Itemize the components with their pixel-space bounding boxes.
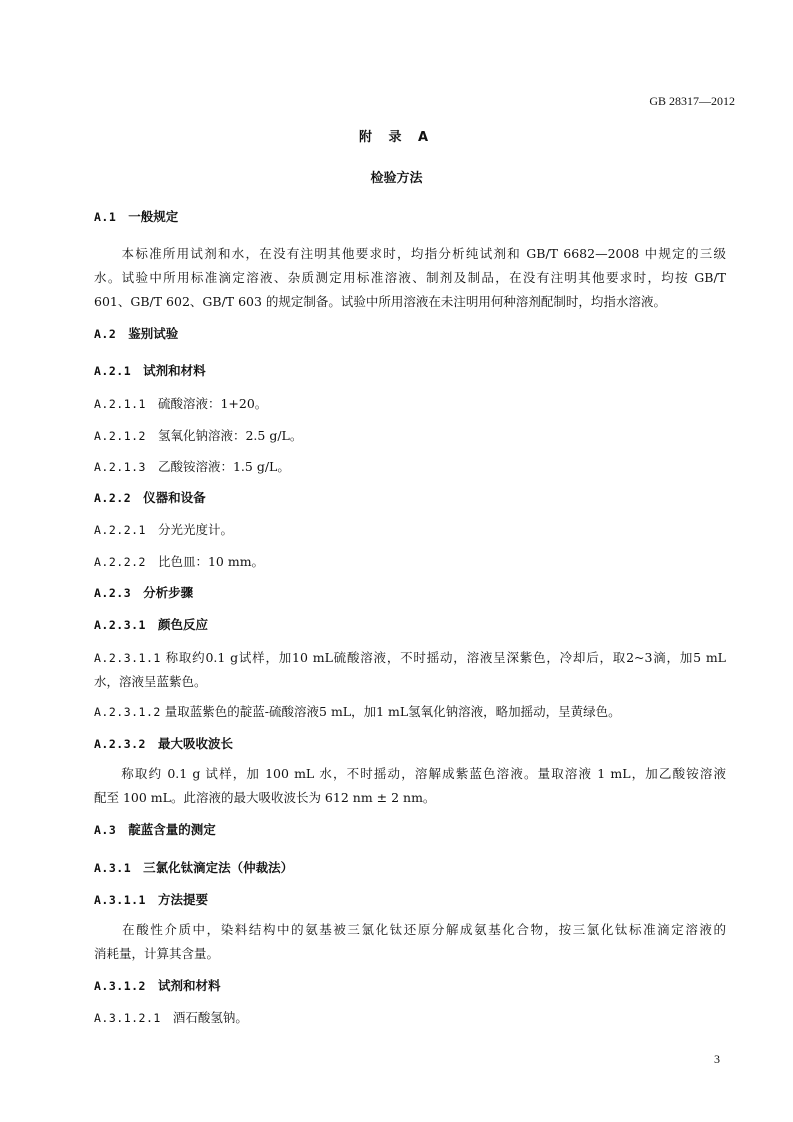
section-title: 仪器和设备 [143, 490, 206, 505]
paragraph-line: 水，溶液呈蓝紫色。 [94, 674, 207, 689]
section-heading-a3-1 [94, 856, 726, 880]
appendix-title: 附 录 A [358, 130, 435, 145]
clause-number: A.3.1.2.1 [94, 1011, 161, 1025]
paragraph-line: 本标准所用试剂和水，在没有注明其他要求时，均指分析纯试剂和 GB/T 6682—2008 中规定的三级 [94, 246, 726, 261]
clause-number: A.2.3.1.1 [94, 651, 161, 665]
paragraph-line: 消耗量，计算其含量。 [94, 946, 220, 961]
document-title: 检验方法 [370, 171, 423, 186]
section-title: 方法提要 [157, 892, 208, 907]
section-number: A.2.3 [94, 586, 132, 600]
section-number: A.2.3.1 [94, 618, 146, 632]
paragraph-line: 称取约 0.1 g 试样，加 100 mL 水，不时摇动，溶解成紫蓝色溶液。量取溶液 1 mL，加乙酸铵溶液 [94, 766, 726, 781]
paragraph-line: 在酸性介质中，染料结构中的氨基被三氯化钛还原分解成氨基化合物，按三氯化钛标准滴定溶液的 [94, 922, 726, 937]
clause-number: A.2.2.2 [94, 555, 146, 569]
clause-number: A.2.3.1.2 [94, 705, 161, 719]
clause-text: 分光光度计。 [157, 522, 233, 537]
paragraph-line [94, 646, 726, 670]
section-heading-a3-1-1 [94, 888, 726, 912]
section-heading-a2-3-2 [94, 732, 726, 756]
section-number: A.1 [94, 210, 117, 224]
section-number: A.2.2 [94, 491, 132, 505]
paragraph-a1 [94, 242, 726, 314]
clause-text: 量取蓝紫色的靛蓝-硫酸溶液5 mL，加1 mL氢氧化钠溶液，略加摇动，呈黄绿色。 [164, 704, 621, 719]
section-heading-a2-3 [94, 581, 726, 605]
section-number: A.2 [94, 327, 117, 341]
paragraph-a2-3-2 [94, 762, 726, 810]
clause-text: 氢氧化钠溶液：2.5 g/L。 [157, 428, 303, 443]
clause-a2-1-3 [94, 455, 726, 479]
section-title: 一般规定 [128, 209, 179, 224]
clause-a3-1-2-1 [94, 1006, 726, 1030]
section-number: A.3.1.1 [94, 893, 146, 907]
clause-number: A.2.2.1 [94, 523, 146, 537]
clause-text: 酒石酸氢钠。 [172, 1010, 248, 1025]
clause-a2-2-1 [94, 518, 726, 542]
paragraph-a3-1-1 [94, 918, 726, 966]
clause-number: A.2.1.2 [94, 429, 146, 443]
section-number: A.3.1.2 [94, 979, 146, 993]
standard-code: GB 28317—2012 [649, 94, 735, 108]
clause-number: A.2.1.1 [94, 397, 146, 411]
clause-text: 比色皿：10 mm。 [157, 554, 265, 569]
section-heading-a2 [94, 322, 726, 346]
section-title: 靛蓝含量的测定 [128, 822, 216, 837]
section-title: 分析步骤 [143, 585, 194, 600]
section-number: A.3.1 [94, 861, 132, 875]
paragraph-line: 601、GB/T 602、GB/T 603 的规定制备。试验中所用溶液在未注明用何种溶剂配制时，均指水溶液。 [94, 294, 666, 309]
section-title: 试剂和材料 [157, 978, 221, 993]
paragraph-line: 配至 100 mL。此溶液的最大吸收波长为 612 nm ± 2 nm。 [94, 790, 436, 805]
section-number: A.2.1 [94, 364, 132, 378]
section-number: A.2.3.2 [94, 737, 146, 751]
clause-a2-3-1-2 [94, 700, 726, 724]
section-heading-a1 [94, 205, 726, 229]
section-title: 试剂和材料 [143, 363, 206, 378]
section-heading-a3 [94, 818, 726, 842]
clause-text: 硫酸溶液：1+20。 [157, 396, 268, 411]
clause-a2-2-2 [94, 550, 726, 574]
paragraph-line: 水。试验中所用标准滴定溶液、杂质测定用标准溶液、制剂及制品，在没有注明其他要求时，均按 GB/T [94, 270, 726, 285]
section-heading-a2-1 [94, 359, 726, 383]
clause-a2-1-1 [94, 392, 726, 416]
section-heading-a3-1-2 [94, 974, 726, 998]
section-number: A.3 [94, 823, 117, 837]
section-heading-a2-2 [94, 486, 726, 510]
page-number: 3 [714, 1052, 720, 1066]
clause-text: 称取约0.1 g试样，加10 mL硫酸溶液，不时摇动，溶液呈深紫色，冷却后，取2~3滴，加5 mL [165, 650, 726, 665]
section-heading-a2-3-1 [94, 613, 726, 637]
section-title: 最大吸收波长 [157, 736, 233, 751]
clause-number: A.2.1.3 [94, 460, 146, 474]
clause-text: 乙酸铵溶液：1.5 g/L。 [157, 459, 290, 474]
section-title: 颜色反应 [157, 617, 208, 632]
clause-a2-3-1-1 [94, 646, 726, 694]
section-title: 鉴别试验 [128, 326, 179, 341]
clause-a2-1-2 [94, 424, 726, 448]
section-title: 三氯化钛滴定法（仲裁法） [143, 860, 294, 875]
